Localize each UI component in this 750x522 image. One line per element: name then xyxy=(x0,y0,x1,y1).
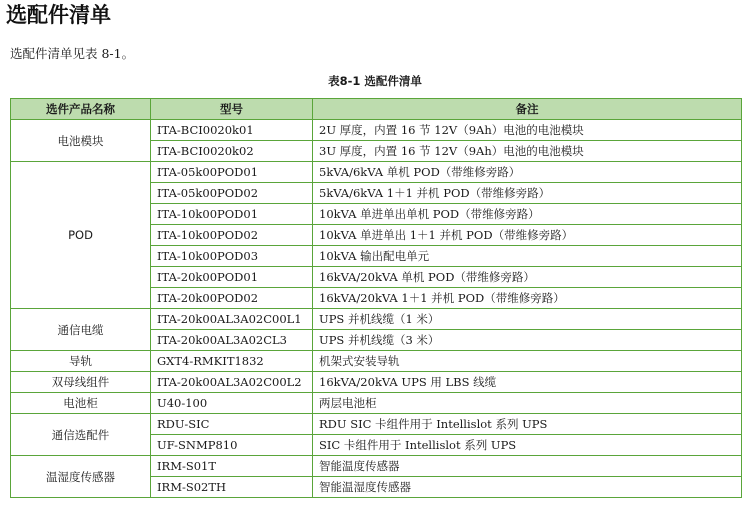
remarks-cell: 16kVA/20kVA 1＋1 并机 POD（带维修旁路） xyxy=(313,288,742,309)
table-row xyxy=(11,372,742,393)
category-cell: 通信电缆 xyxy=(11,309,151,351)
model-cell: ITA-20k00AL3A02C00L2 xyxy=(151,372,313,393)
remarks-cell: 2U 厚度，内置 16 节 12V（9Ah）电池的电池模块 xyxy=(313,120,742,141)
category-cell: 双母线组件 xyxy=(11,372,151,393)
remarks-cell: 智能温度传感器 xyxy=(313,456,742,477)
remarks-cell: 16kVA/20kVA UPS 用 LBS 线缆 xyxy=(313,372,742,393)
intro-text: 选配件清单见表 8-1。 xyxy=(10,46,135,61)
remarks-cell: UPS 并机线缆（1 米） xyxy=(313,309,742,330)
remarks-cell: 5kVA/6kVA 单机 POD（带维修旁路） xyxy=(313,162,742,183)
section-title: 选配件清单 xyxy=(6,3,111,27)
model-cell: ITA-10k00POD02 xyxy=(151,225,313,246)
remarks-cell: 10kVA 单进单出单机 POD（带维修旁路） xyxy=(313,204,742,225)
model-cell: ITA-20k00POD02 xyxy=(151,288,313,309)
remarks-cell: 16kVA/20kVA 单机 POD（带维修旁路） xyxy=(313,267,742,288)
remarks-cell: 智能温湿度传感器 xyxy=(313,477,742,498)
category-cell: 电池柜 xyxy=(11,393,151,414)
table-row xyxy=(11,456,742,477)
remarks-cell: 两层电池柜 xyxy=(313,393,742,414)
remarks-cell: 10kVA 单进单出 1＋1 并机 POD（带维修旁路） xyxy=(313,225,742,246)
remarks-cell: SIC 卡组件用于 Intellislot 系列 UPS xyxy=(313,435,742,456)
model-cell: ITA-10k00POD03 xyxy=(151,246,313,267)
header-product-name: 选件产品名称 xyxy=(11,99,151,120)
remarks-cell: 5kVA/6kVA 1＋1 并机 POD（带维修旁路） xyxy=(313,183,742,204)
table-row xyxy=(11,393,742,414)
model-cell: ITA-20k00AL3A02CL3 xyxy=(151,330,313,351)
category-cell: POD xyxy=(11,162,151,309)
model-cell: IRM-S01T xyxy=(151,456,313,477)
remarks-cell: RDU SIC 卡组件用于 Intellislot 系列 UPS xyxy=(313,414,742,435)
table-row xyxy=(11,120,742,141)
model-cell: RDU-SIC xyxy=(151,414,313,435)
model-cell: U40-100 xyxy=(151,393,313,414)
model-cell: UF-SNMP810 xyxy=(151,435,313,456)
category-cell: 导轨 xyxy=(11,351,151,372)
table-row xyxy=(11,414,742,435)
header-model: 型号 xyxy=(151,99,313,120)
model-cell: ITA-10k00POD01 xyxy=(151,204,313,225)
model-cell: ITA-BCI0020k02 xyxy=(151,141,313,162)
category-cell: 通信选配件 xyxy=(11,414,151,456)
model-cell: ITA-05k00POD01 xyxy=(151,162,313,183)
table-header-row xyxy=(11,99,742,120)
category-cell: 温湿度传感器 xyxy=(11,456,151,498)
remarks-cell: 机架式安装导轨 xyxy=(313,351,742,372)
remarks-cell: 3U 厚度，内置 16 节 12V（9Ah）电池的电池模块 xyxy=(313,141,742,162)
model-cell: ITA-05k00POD02 xyxy=(151,183,313,204)
model-cell: IRM-S02TH xyxy=(151,477,313,498)
category-cell: 电池模块 xyxy=(11,120,151,162)
remarks-cell: 10kVA 输出配电单元 xyxy=(313,246,742,267)
table-row xyxy=(11,162,742,183)
model-cell: ITA-20k00POD01 xyxy=(151,267,313,288)
table-row xyxy=(11,351,742,372)
remarks-cell: UPS 并机线缆（3 米） xyxy=(313,330,742,351)
model-cell: ITA-20k00AL3A02C00L1 xyxy=(151,309,313,330)
table-row xyxy=(11,309,742,330)
header-remarks: 备注 xyxy=(313,99,742,120)
model-cell: GXT4-RMKIT1832 xyxy=(151,351,313,372)
accessories-table xyxy=(10,98,742,498)
model-cell: ITA-BCI0020k01 xyxy=(151,120,313,141)
table-caption: 表8-1 选配件清单 xyxy=(328,74,422,88)
table-body xyxy=(11,120,742,498)
